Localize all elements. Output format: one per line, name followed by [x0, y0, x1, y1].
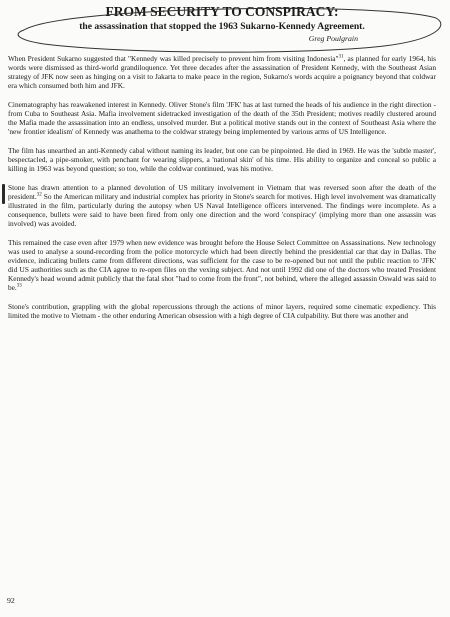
paragraph-5	[8, 238, 436, 293]
paragraph-text: Cinematography has reawakened interest in Kennedy. Oliver Stone's film 'JFK' has at last turned the heads of his audience in the right direction - from Cuba to Southeast Asia. Mafia involvement sidetracked investigation of the death of the 35th President; motives readily clustered around the Mafia made the assassination into an endless, unsolved murder. But a political motive stands out in the context of Southeast Asia where the 'new frontier idealism' of Kennedy was anathema to the coldwar strategy being implemented by various arms of US Intelligence.	[8, 99, 436, 137]
paragraph-text: , as planned for early 1964, his words were dismissed as third-world grandiloquence. Yet three decades after the assassination of President Kennedy, with the Southeast Asian strategy of JFK now seen as hinging on a visit to Jakarta to make peace in the region, Sukarno's words acquire a poignancy beyond that coldwar era which consumed both him and JFK.	[8, 54, 436, 91]
article-subtitle: the assassination that stopped the 1963 Sukarno-Kennedy Agreement.	[79, 21, 365, 32]
article-title: FROM SECURITY TO CONSPIRACY:	[105, 4, 339, 19]
margin-mark	[2, 184, 5, 204]
paragraph-2	[8, 100, 436, 136]
article-author: Greg Poulgrain	[308, 34, 358, 43]
footnote-marker: 32	[36, 192, 42, 198]
paragraph-text: This remained the case even after 1979 when new evidence was brought before the House Select Committee on Assassinations. New technology was used to analyse a sound-recording from the police motorcycle which had been directly behind the presidential car that day in Dallas. The evidence, indicating bullets came from different directions, was sufficient for the case to be re-opened but not until the public reaction to 'JFK' did US authorities such as the CIA agree to re-open files on the vexing subject. And not until 1992 did one of the doctors who treated President Kennedy's head wound admit publicly that the fatal shot "had to come from the front", not behind, where the alleged assassin Oswald was said to be.	[8, 237, 436, 292]
paragraph-text: Stone has drawn attention to a planned devolution of US military involvement in Vietnam that was reversed soon after the death of the president.	[8, 182, 436, 201]
paragraph-text: The film has unearthed an anti-Kennedy cabal without naming its leader, but one can be pinpointed. He died in 1969. He was the 'subtle master', bespectacled, a pipe-smoker, with penchant for wearing slippers, a 'national skin' of his time. His ability to organize and conceal so public a killing in 1963 was beyond question; so too, while the coldwar continued, was his motive.	[8, 145, 436, 173]
footnote-marker: 31	[338, 54, 344, 60]
page-number: 92	[7, 596, 15, 605]
paragraph-text: Stone's contribution, grappling with the global repercussions through the actions of minor layers, required some cinematic expediency. This limited the motive to Vietnam - the other enduring American obsession with a high degree of CIA culpability. But there was another and	[8, 301, 436, 320]
paragraph-text: When President Sukarno suggested that "Kennedy was killed precisely to prevent him from visiting Indonesia"	[8, 54, 339, 63]
footnote-marker: 33	[16, 283, 22, 289]
paragraph-text: So the American military and industrial complex has priority in Stone's search for motives. High level involvement was dramatically illustrated in the film, particularly during the autopsy when US Naval Intelligence officers intervened. The findings were incomplete. As a consequence, bullets were said to have been fired from only one direction and the word 'conspiracy' (implying more than one assassin was involved) was avoided.	[8, 191, 436, 228]
paragraph-3	[8, 146, 436, 173]
paragraph-1	[8, 54, 436, 90]
paragraph-4	[8, 183, 436, 228]
paragraph-6	[8, 302, 436, 320]
